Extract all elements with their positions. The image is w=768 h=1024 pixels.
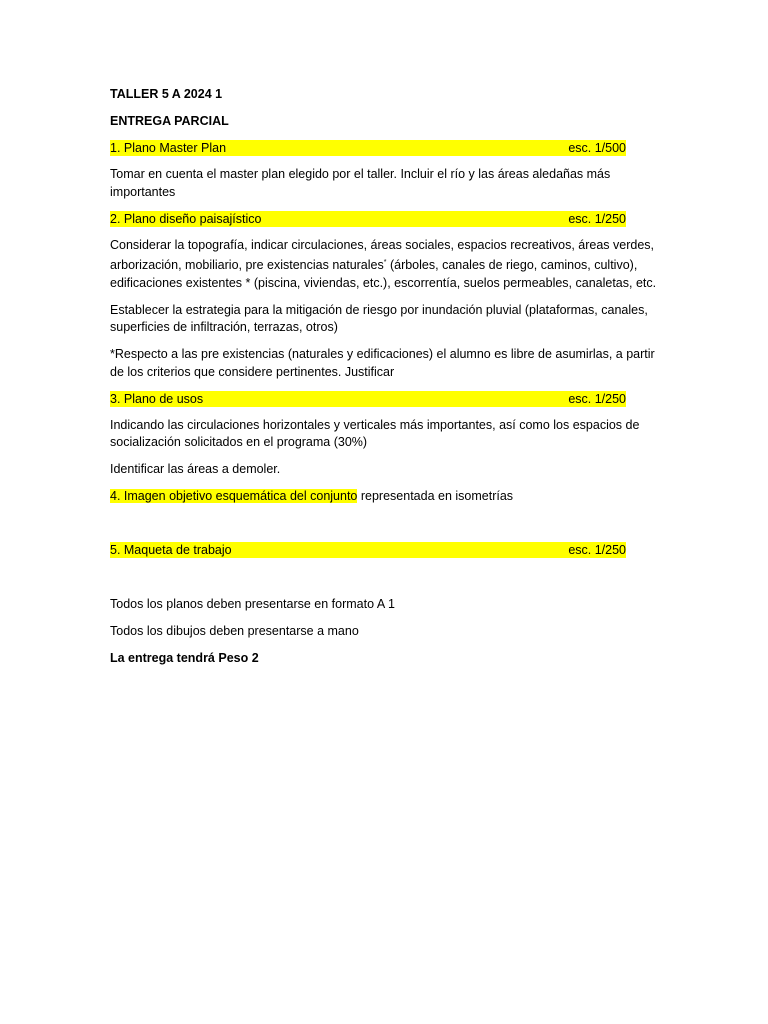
item-2-description-pre: Considerar la topografía, indicar circulaciones, áreas sociales, espacios recreativos, áreas verdes, arborización, mobiliario, pre existencias naturales (110, 237, 655, 272)
footer-note-weight: La entrega tendrá Peso 2 (110, 651, 259, 665)
item-5-label: 5. Maqueta de trabajo (110, 543, 232, 557)
item-3-heading (110, 391, 626, 407)
spacer (110, 568, 658, 596)
item-2-scale: esc. 1/250 (568, 211, 626, 226)
item-2-description (110, 237, 658, 293)
document-subtitle: ENTREGA PARCIAL (110, 114, 229, 128)
spacer (110, 515, 658, 542)
footnote-marker: * (383, 259, 387, 266)
item-2-heading (110, 211, 626, 227)
footer-note-format: Todos los planos deben presentarse en formato A 1 (110, 597, 395, 611)
item-1-description: Tomar en cuenta el master plan elegido por el taller. Incluir el río y las áreas aledañas más importantes (110, 167, 611, 199)
item-2-label: 2. Plano diseño paisajístico (110, 211, 262, 226)
item-1-heading (110, 140, 626, 156)
item-5-scale: esc. 1/250 (568, 543, 626, 557)
footer-note-drawings: Todos los dibujos deben presentarse a mano (110, 624, 359, 638)
item-4-suffix: representada en isometrías (357, 489, 514, 503)
document-title: TALLER 5 A 2024 1 (110, 87, 223, 101)
item-3-scale: esc. 1/250 (568, 391, 626, 406)
item-2-strategy: Establecer la estrategia para la mitigación de riesgo por inundación pluvial (plataformas, canales, superficies de infiltración, terrazas, otros) (110, 302, 648, 334)
item-3-label: 3. Plano de usos (110, 391, 204, 406)
item-1-scale: esc. 1/500 (568, 141, 626, 155)
item-3-description: Indicando las circulaciones horizontales y verticales más importantes, así como los espacios de socialización solicitados en el programa (30%) (110, 417, 640, 449)
item-3-demolish: Identificar las áreas a demoler. (110, 462, 281, 476)
item-2-footnote: *Respecto a las pre existencias (naturales y edificaciones) el alumno es libre de asumirlas, a partir de los criterios que considere pertinentes. Justificar (110, 347, 655, 379)
document-page (110, 86, 658, 677)
item-5-heading (110, 542, 626, 558)
item-1-label: 1. Plano Master Plan (110, 141, 227, 155)
item-2-description-post: (árboles, canales de riego, caminos, cultivo), edificaciones existentes * (piscina, viviendas, etc.), escorrentía, suelos permeables, canaletas, etc. (110, 258, 657, 290)
item-4-heading (110, 488, 658, 506)
item-4-label: 4. Imagen objetivo esquemática del conjunto (110, 489, 358, 503)
